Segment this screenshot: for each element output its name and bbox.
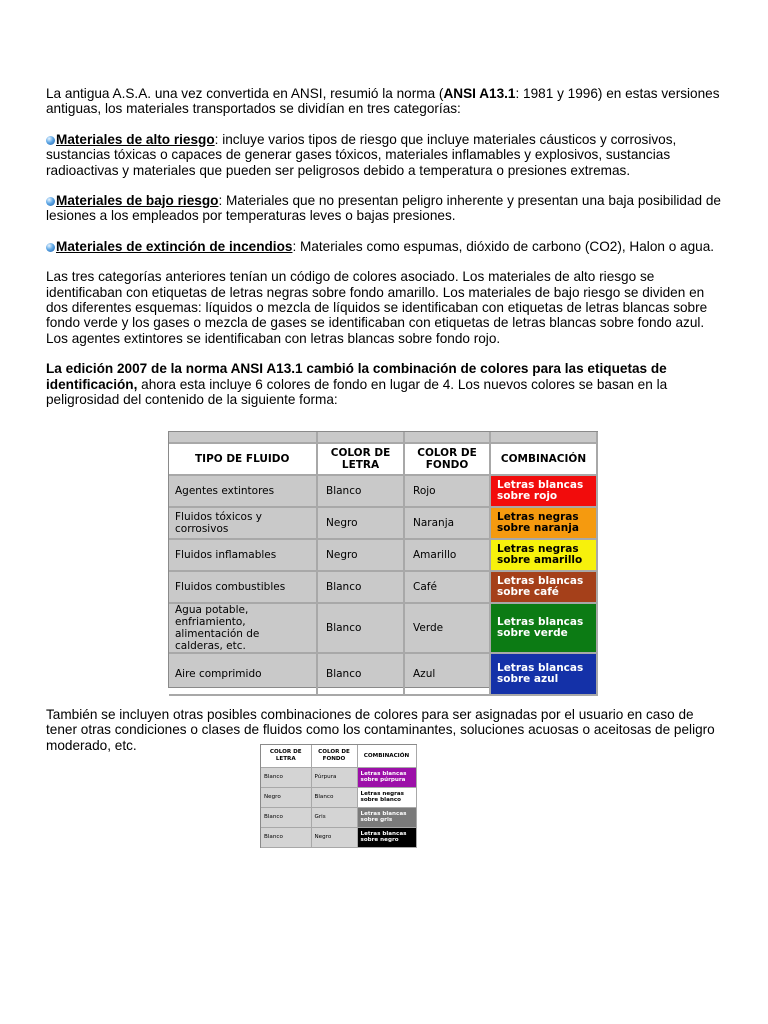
combo-swatch: Letras blancas sobre café — [490, 571, 597, 603]
intro-paragraph: La antigua A.S.A. una vez convertida en ANSI, resumió la norma (ANSI A13.1: 1981 y 1996) en estas versiones antiguas, los materiales transportados se dividían en tres categorías: — [46, 86, 720, 117]
category-high-risk: Materiales de alto riesgo: incluye varios tipos de riesgo que incluye materiales cáusticos y corrosivos, sustancias tóxicas o capaces de generar gases tóxicos, materiales inflamables y explosivos, sustancias radioactivas y materiales que pueden ser peligrosos debido a temperatura o presiones extremas. — [46, 131, 677, 178]
header-letter-color: COLOR DE LETRA — [261, 745, 311, 767]
table-row: Blanco Gris Letras blancas sobre gris — [261, 807, 416, 827]
color-table-main — [168, 431, 598, 688]
header-fluid-type: TIPO DE FLUIDO — [169, 443, 317, 475]
header-combination: COMBINACIÓN — [357, 745, 416, 767]
table-row: Fluidos inflamables Negro Amarillo Letras negras sobre amarillo — [169, 539, 597, 571]
table-row: Negro Blanco Letras negras sobre blanco — [261, 787, 416, 807]
combo-swatch: Letras blancas sobre negro — [357, 827, 416, 847]
combo-swatch: Letras negras sobre amarillo — [490, 539, 597, 571]
header-letter-color: COLOR DE LETRA — [317, 443, 404, 475]
category-low-risk: Materiales de bajo riesgo: Materiales que no presentan peligro inherente y presentan una baja posibilidad de lesiones a los empleados por temperaturas leves o bajas presiones. — [46, 193, 721, 224]
table-row: Aire comprimido Blanco Azul Letras blancas sobre azul — [169, 653, 597, 695]
other-combinations-paragraph: También se incluyen otras posibles combinaciones de colores para ser asignadas por el usuario en caso de tener otras condiciones o clases de fluidos como los contaminantes, soluciones acuosas o aceitosas de peligro moderado, etc. — [46, 707, 715, 753]
combo-swatch: Letras blancas sobre gris — [357, 807, 416, 827]
bullet-icon — [46, 136, 55, 145]
standard-name: ANSI A13.1 — [443, 86, 516, 101]
table-row: Agua potable, enfriamiento, alimentación de calderas, etc. Blanco Verde Letras blancas sobre verde — [169, 603, 597, 653]
document-body — [46, 86, 726, 423]
three-categories-paragraph: Las tres categorías anteriores tenían un código de colores asociado. Los materiales de alto riesgo se identificaban con etiquetas de letras negras sobre fondo amarillo. Los materiales de bajo riesgo se dividen en dos diferentes esquemas: líquidos o mezcla de líquidos se identificaban con etiquetas de letras blancas sobre fondo verde y los gases o mezcla de gases se identificaban con etiquetas de letras blancas sobre fondo azul. Los agentes extintores se identificaban con letras blancas sobre fondo rojo. — [46, 269, 708, 346]
table-row: Agentes extintores Blanco Rojo Letras blancas sobre rojo — [169, 475, 597, 507]
table-row: Fluidos combustibles Blanco Café Letras blancas sobre café — [169, 571, 597, 603]
header-combination: COMBINACIÓN — [490, 443, 597, 475]
category-fire-extinction: Materiales de extinción de incendios: Materiales como espumas, dióxido de carbono (CO2), Halon o agua. — [46, 239, 726, 254]
combo-swatch: Letras negras sobre blanco — [357, 787, 416, 807]
combo-swatch: Letras blancas sobre púrpura — [357, 767, 416, 787]
table-row: Fluidos tóxicos y corrosivos Negro Naranja Letras negras sobre naranja — [169, 507, 597, 539]
edition-2007-paragraph: La edición 2007 de la norma ANSI A13.1 cambió la combinación de colores para las etiquetas de identificación, ahora esta incluye 6 colores de fondo en lugar de 4. Los nuevos colores se basan en la peligrosidad del contenido de la siguiente forma: — [46, 361, 668, 408]
combo-swatch: Letras blancas sobre verde — [490, 603, 597, 653]
table-row: Blanco Púrpura Letras blancas sobre púrpura — [261, 767, 416, 787]
combo-swatch: Letras blancas sobre azul — [490, 653, 597, 695]
header-background-color: COLOR DE FONDO — [404, 443, 490, 475]
combo-swatch: Letras blancas sobre rojo — [490, 475, 597, 507]
color-table-extra — [260, 744, 417, 848]
combo-swatch: Letras negras sobre naranja — [490, 507, 597, 539]
bullet-icon — [46, 243, 55, 252]
header-background-color: COLOR DE FONDO — [311, 745, 357, 767]
table-row: Blanco Negro Letras blancas sobre negro — [261, 827, 416, 847]
bullet-icon — [46, 197, 55, 206]
